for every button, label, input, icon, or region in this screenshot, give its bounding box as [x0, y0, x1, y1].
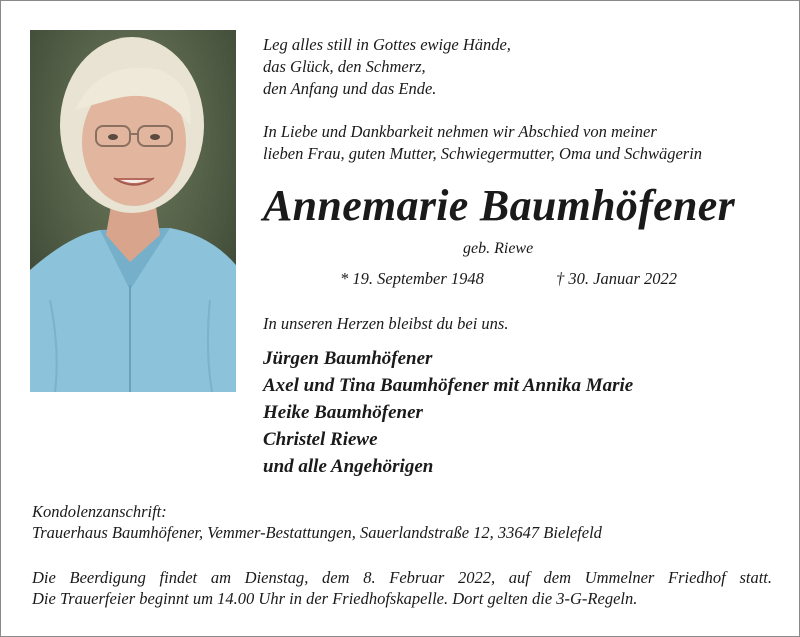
poem-line: Leg alles still in Gottes ewige Hände, — [263, 35, 511, 54]
mourner: Christel Riewe — [263, 429, 378, 450]
poem — [263, 34, 511, 100]
farewell-intro — [263, 121, 702, 165]
condolence-label: Kondolenzanschrift: — [32, 502, 167, 521]
funeral-info — [32, 567, 772, 609]
death-date: † 30. Januar 2022 — [556, 269, 677, 288]
poem-line: das Glück, den Schmerz, — [263, 57, 426, 76]
poem-line: den Anfang und das Ende. — [263, 79, 437, 98]
condolence-address: Trauerhaus Baumhöfener, Vemmer-Bestattungen, Sauerlandstraße 12, 33647 Bielefeld — [32, 523, 602, 542]
mourner: und alle Angehörigen — [263, 456, 434, 477]
birth-date: * 19. September 1948 — [340, 269, 484, 288]
mourner: Heike Baumhöfener — [263, 402, 423, 423]
mourner: Axel und Tina Baumhöfener mit Annika Marie — [263, 375, 634, 396]
funeral-line: Die Beerdigung findet am Dienstag, dem 8. Februar 2022, auf dem Ummelner Friedhof statt. — [32, 568, 772, 587]
mourners-list — [263, 345, 633, 480]
intro-line: In Liebe und Dankbarkeit nehmen wir Abschied von meiner — [263, 122, 657, 141]
intro-line: lieben Frau, guten Mutter, Schwiegermutter, Oma und Schwägerin — [263, 144, 703, 163]
mourner: Jürgen Baumhöfener — [263, 348, 433, 369]
funeral-line: Die Trauerfeier beginnt um 14.00 Uhr in der Friedhofskapelle. Dort gelten die 3-G-Regeln. — [32, 589, 638, 608]
deceased-name: Annemarie Baumhöfener — [263, 181, 736, 230]
maiden-name: geb. Riewe — [463, 240, 534, 257]
portrait-photo — [30, 30, 236, 392]
heart-line: In unseren Herzen bleibst du bei uns. — [263, 314, 509, 333]
condolence-address-block — [32, 501, 602, 543]
